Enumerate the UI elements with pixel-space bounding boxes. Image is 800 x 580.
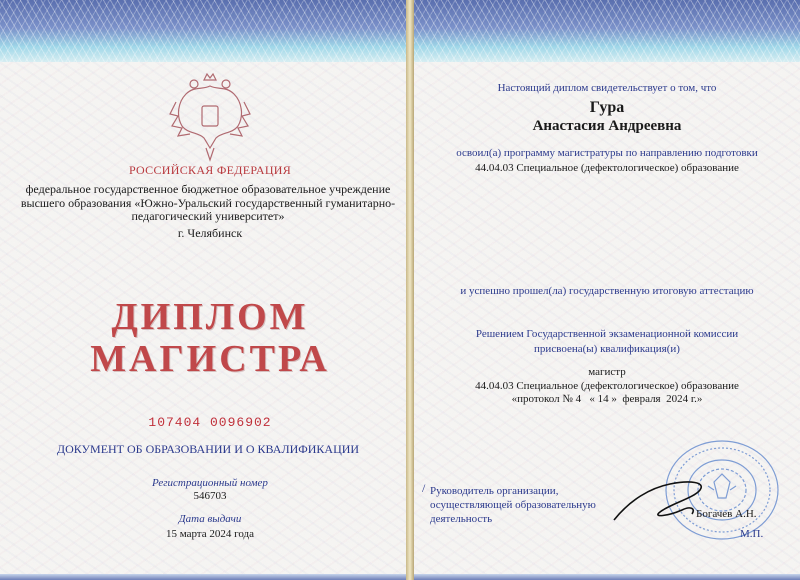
country-name: РОССИЙСКАЯ ФЕДЕРАЦИЯ [128, 163, 292, 177]
commission-decision-line1: Решением Государственной экзаменационной комиссии [475, 328, 739, 340]
attestation-text: и успешно прошел(ла) государственную итоговую аттестацию [460, 285, 754, 297]
left-header-pattern [0, 0, 406, 62]
head-title-line1: Руководитель организации, [430, 485, 559, 497]
right-footer-pattern [414, 574, 800, 580]
head-title-line2: осуществляющей образовательную [430, 499, 596, 511]
registration-number: 546703 [193, 490, 227, 502]
right-header-pattern [414, 0, 800, 62]
document-type: ДОКУМЕНТ ОБ ОБРАЗОВАНИИ И О КВАЛИФИКАЦИИ [56, 442, 360, 456]
graduate-given-names: Анастасия Андреевна [532, 118, 682, 134]
signature-icon [610, 470, 710, 530]
seal-place-label: М.П. [740, 528, 764, 540]
coat-of-arms-icon [168, 72, 252, 162]
corner-mark-icon: / [422, 481, 426, 495]
signer-name: Богачев А.Н. [696, 508, 757, 520]
qualification: магистр [588, 366, 626, 378]
head-title-line3: деятельность [430, 513, 493, 525]
graduate-surname: Гура [589, 99, 625, 116]
document-spine [406, 0, 414, 580]
city-name: г. Челябинск [177, 226, 243, 240]
mastered-program-text: освоил(а) программу магистратуры по направлению подготовки [456, 147, 758, 159]
diploma-title: ДИПЛОМ [111, 296, 309, 338]
program-direction: 44.04.03 Специальное (дефектологическое) образование [475, 162, 739, 174]
diploma-subtitle: МАГИСТРА [90, 338, 330, 380]
issue-date: 15 марта 2024 года [165, 528, 255, 540]
qualification-direction: 44.04.03 Специальное (дефектологическое) образование [475, 380, 739, 392]
left-footer-pattern [0, 574, 406, 580]
serial-number: 107404 0096902 [148, 415, 272, 430]
institution-name: федеральное государственное бюджетное образовательное учреждение высшего образования «Южно-Уральский государственный гуманитарно-педагогический университет» [20, 182, 396, 223]
registration-label: Регистрационный номер [152, 477, 268, 489]
issue-date-label: Дата выдачи [178, 513, 242, 525]
commission-decision-line2: присвоена(ы) квалификация(и) [534, 343, 680, 355]
protocol-reference: «протокол № 4 « 14 » февраля 2024 г.» [511, 393, 703, 405]
certifies-text: Настоящий диплом свидетельствует о том, что [497, 82, 717, 94]
